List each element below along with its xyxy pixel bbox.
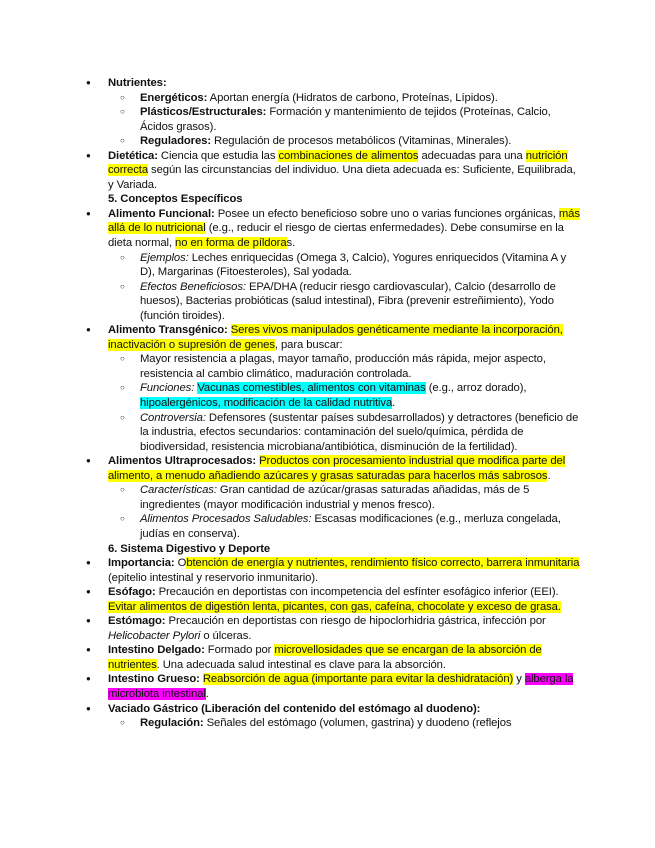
highlighted-text: hipoalergénicos, modificación de la calidad nutritiva [140, 397, 393, 410]
text-run: (e.g., reducir el riesgo de ciertas enfermedades). Debe consumirse en la dieta normal, [108, 222, 564, 250]
highlighted-text: no en forma de píldora [175, 237, 287, 250]
highlighted-text: alberga la microbiota intestinal [108, 673, 574, 700]
bold-term: Alimento Funcional: [108, 207, 215, 220]
text-run: y [513, 673, 525, 686]
highlighted-text: Evitar alimentos de digestión lenta, picantes, con gas, cafeína, chocolate y exceso de grasa. [108, 600, 561, 613]
bold-term: Dietética: [108, 149, 158, 162]
bold-term: Energéticos: [140, 91, 208, 104]
bold-term: Nutrientes: [108, 77, 167, 89]
sub-list-item [0, 352, 655, 381]
sub-list-item [0, 411, 655, 455]
text-run: Regulación de procesos metabólicos (Vitaminas, Minerales). [211, 135, 512, 148]
highlighted-text: nutrición correcta [108, 149, 568, 177]
text-run: Defensores (sustentar países subdesarrollados) y detractores (beneficio de la industria, efectos secundarios: contaminación del suelo/química, pérdida de biodiversidad, resistencia microbiana/antibiótica, disminución de la fertilidad). [140, 411, 579, 453]
list-item [0, 643, 655, 672]
list-item [0, 556, 655, 585]
sub-list-item [0, 251, 655, 280]
text-run: Leches enriquecidas (Omega 3, Calcio), Yogures enriquecidos (Vitamina A y D), Margarinas (Fitoesteroles), Sal yodada. [140, 251, 567, 279]
highlighted-text: btención de energía y nutrientes, rendimiento físico correcto, barrera inmunitaria [186, 557, 580, 570]
italic-term: Alimentos Procesados Saludables: [140, 513, 312, 526]
text-run: , para buscar: [274, 338, 343, 351]
sub-list-item [0, 105, 655, 134]
highlighted-text: microvellosidades que se encargan de la absorción de nutrientes [108, 644, 542, 671]
text-run: . Una adecuada salud intestinal es clave para la absorción. [156, 658, 446, 671]
text-run: . [392, 397, 396, 410]
bold-term: 6. Sistema Digestivo y Deporte [108, 542, 271, 555]
list-item [0, 76, 655, 91]
list-item [0, 585, 655, 614]
italic-term: Funciones: [140, 382, 195, 395]
list-item [0, 454, 655, 483]
highlighted-text: Productos con procesamiento industrial que modifica parte del alimento, a menudo añadiendo azúcares y grasas saturadas para hacerlos más sabrosos [108, 455, 566, 482]
highlighted-text: más allá de lo nutricional [108, 207, 580, 235]
document-body [0, 76, 655, 731]
list-item [0, 614, 655, 643]
bold-term: Alimentos Ultraprocesados: [108, 455, 257, 468]
sub-list-item [0, 716, 655, 731]
highlighted-text: Vacunas comestibles, alimentos con vitaminas [197, 382, 426, 395]
bold-term: Importancia: [108, 557, 175, 570]
text-run: Señales del estómago (volumen, gastrina) y duodeno (reflejos [203, 717, 512, 730]
text-run: Gran cantidad de azúcar/grasas saturadas añadidas, más de 5 ingredientes (mayor modificación industrial y menos fresco). [140, 484, 530, 511]
list-item [0, 149, 655, 193]
list-item [0, 672, 655, 701]
text-run: Formación y mantenimiento de tejidos (Proteínas, Calcio, Ácidos grasos). [140, 106, 551, 133]
text-run: O [174, 557, 187, 570]
italic-term: Helicobacter Pylori [108, 629, 201, 642]
bold-term: Alimento Transgénico: [108, 324, 228, 337]
italic-term: Ejemplos: [140, 251, 189, 264]
text-run: Escasas modificaciones (e.g., merluza congelada, judías en conserva). [140, 513, 561, 540]
sub-list-item [0, 381, 655, 410]
list-item [0, 207, 655, 251]
highlighted-text: Seres vivos manipulados genéticamente mediante la incorporación, inactivación o supresión de genes [108, 324, 563, 351]
sub-list-item [0, 280, 655, 324]
bold-term: Reguladores: [140, 135, 211, 148]
list-item [0, 323, 655, 352]
italic-term: Controversia: [140, 411, 206, 424]
text-run: Formado por [204, 644, 275, 657]
text-run: EPA/DHA (reducir riesgo cardiovascular), Calcio (desarrollo de huesos), Bacterias probióticas (salud intestinal), Fibra (prevenir estreñimiento), Yodo (función tiroides). [140, 280, 556, 322]
bold-term: Plásticos/Estructurales: [140, 106, 267, 119]
text-run: Mayor resistencia a plagas, mayor tamaño, producción más rápida, mejor aspecto, resistencia al cambio climático, maduración controlada. [140, 353, 546, 380]
italic-term: Efectos Beneficiosos: [140, 280, 246, 293]
section-heading [0, 192, 655, 207]
text-run: adecuadas para una [418, 149, 526, 162]
sub-list-item [0, 512, 655, 541]
text-run: . [205, 687, 209, 700]
bold-term: 5. Conceptos Específicos [108, 193, 243, 206]
highlighted-text: combinaciones de alimentos [278, 149, 419, 162]
text-run: según las circunstancias del individuo. Una dieta adecuada es: Suficiente, Equilibrada, y Variada. [108, 164, 576, 191]
bold-term: Esófago: [108, 586, 156, 599]
text-run: Precaución en deportistas con riesgo de hipoclorhidria gástrica, infección por [165, 615, 546, 628]
sub-list-item [0, 134, 655, 149]
sub-list-item [0, 483, 655, 512]
text-run: Aportan energía (Hidratos de carbono, Proteínas, Lípidos). [207, 91, 498, 104]
section-heading [0, 542, 655, 557]
text-run: . [547, 469, 551, 482]
list-item [0, 702, 655, 717]
text-run: Posee un efecto beneficioso sobre uno o varias funciones orgánicas, [214, 207, 559, 220]
sub-list-item [0, 91, 655, 106]
bold-term: Vaciado Gástrico (Liberación del contenido del estómago al duodeno): [108, 702, 481, 715]
bold-term: Intestino Delgado: [108, 644, 205, 657]
bold-term: Intestino Grueso: [108, 673, 200, 686]
highlighted-text: Reabsorción de agua (importante para evitar la deshidratación) [202, 673, 514, 686]
italic-term: Características: [140, 484, 217, 497]
bold-term: Estómago: [108, 615, 166, 628]
text-run: (e.g., arroz dorado), [425, 382, 527, 395]
text-run: Ciencia que estudia las [157, 149, 279, 162]
text-run: s. [286, 237, 296, 250]
bold-term: Regulación: [140, 717, 204, 730]
text-run: Precaución en deportistas con incompetencia del esfínter esofágico inferior (EEI). [155, 586, 559, 599]
text-run: (epitelio intestinal y reservorio inmunitario). [108, 571, 319, 584]
text-run: o úlceras. [200, 629, 252, 642]
